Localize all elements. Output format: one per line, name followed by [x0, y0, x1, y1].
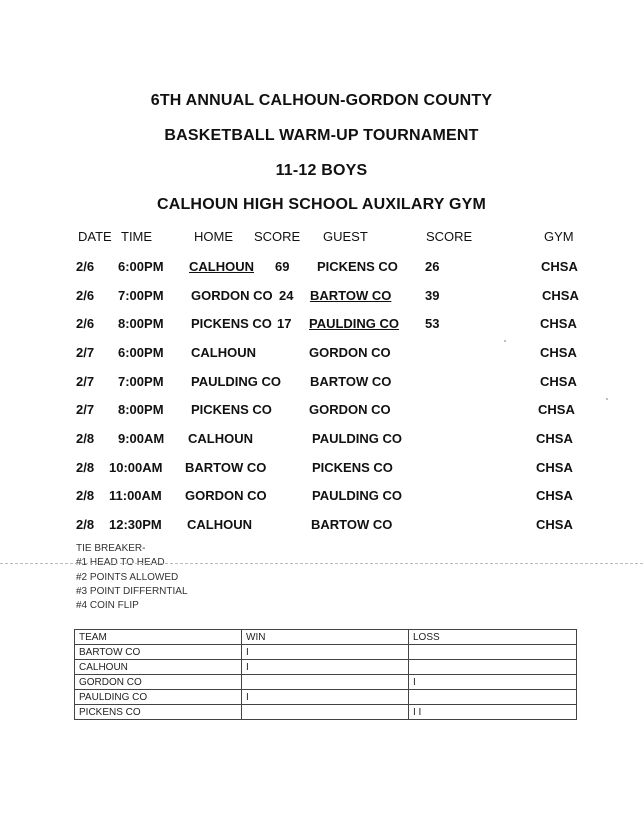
game-date: 2/7: [76, 402, 95, 417]
game-gym: CHSA: [541, 259, 578, 274]
tie-breaker-heading: TIE BREAKER-: [76, 543, 146, 554]
standings-win: I: [242, 660, 409, 675]
game-guest-team: PAULDING CO: [309, 316, 400, 331]
game-home-team: PAULDING CO: [191, 374, 282, 389]
header-gym: GYM: [544, 229, 574, 244]
game-time: 8:00PM: [118, 402, 164, 417]
game-guest-team: GORDON CO: [309, 402, 391, 417]
standings-row: [75, 660, 577, 675]
standings-team: CALHOUN: [75, 660, 242, 675]
game-time: 10:00AM: [109, 460, 163, 475]
division-label: 11-12 BOYS: [275, 162, 368, 179]
game-time: 6:00PM: [118, 259, 164, 274]
game-gym: CHSA: [536, 517, 573, 532]
game-gym: CHSA: [536, 460, 573, 475]
game-guest-team: PICKENS CO: [317, 259, 398, 274]
standings-team: GORDON CO: [75, 675, 242, 690]
game-time: 6:00PM: [118, 345, 164, 360]
game-guest-score: 53: [425, 316, 440, 331]
game-time: 7:00PM: [118, 288, 164, 303]
standings-team: PICKENS CO: [75, 705, 242, 720]
game-guest-team: PAULDING CO: [312, 488, 403, 503]
standings-header-win: WIN: [242, 630, 409, 645]
standings-loss: I I: [409, 705, 577, 720]
game-date: 2/8: [76, 517, 95, 532]
venue-label: CALHOUN HIGH SCHOOL AUXILARY GYM: [156, 196, 487, 213]
standings-table: [74, 629, 577, 720]
scan-speck: [606, 398, 608, 400]
game-gym: CHSA: [542, 288, 579, 303]
scan-artifact-line: [0, 563, 643, 564]
header-home-score: SCORE: [254, 229, 301, 244]
standings-win: I: [242, 690, 409, 705]
game-home-team: CALHOUN: [188, 431, 253, 446]
standings-loss: [409, 645, 577, 660]
game-gym: CHSA: [536, 431, 573, 446]
game-guest-score: 39: [425, 288, 440, 303]
game-home-score: 69: [275, 259, 290, 274]
header-guest: GUEST: [323, 229, 368, 244]
header-home: HOME: [194, 229, 233, 244]
game-guest-team: PAULDING CO: [312, 431, 403, 446]
game-date: 2/8: [76, 488, 95, 503]
header-date: DATE: [78, 229, 112, 244]
tie-breaker-rule: #2 POINTS ALLOWED: [76, 572, 179, 583]
game-gym: CHSA: [540, 374, 577, 389]
game-home-team: CALHOUN: [187, 517, 252, 532]
standings-win: [242, 705, 409, 720]
game-gym: CHSA: [540, 345, 577, 360]
game-date: 2/6: [76, 259, 95, 274]
header-guest-score: SCORE: [426, 229, 473, 244]
document-title: 6TH ANNUAL CALHOUN-GORDON COUNTY: [150, 92, 493, 109]
standings-header-row: [75, 630, 577, 645]
standings-row: [75, 645, 577, 660]
game-guest-team: BARTOW CO: [311, 517, 393, 532]
game-guest-team: PICKENS CO: [312, 460, 393, 475]
standings-row: [75, 675, 577, 690]
game-guest-team: BARTOW CO: [310, 374, 392, 389]
game-gym: CHSA: [540, 316, 577, 331]
game-time: 12:30PM: [109, 517, 162, 532]
game-time: 8:00PM: [118, 316, 164, 331]
standings-win: [242, 675, 409, 690]
standings-loss: [409, 690, 577, 705]
tie-breaker-rule: #3 POINT DIFFERNTIAL: [76, 586, 188, 597]
standings-team: BARTOW CO: [75, 645, 242, 660]
game-guest-team: GORDON CO: [309, 345, 391, 360]
game-home-team: PICKENS CO: [191, 402, 272, 417]
game-home-team: GORDON CO: [191, 288, 273, 303]
standings-row: [75, 690, 577, 705]
game-guest-team: BARTOW CO: [310, 288, 392, 303]
game-home-score: 24: [279, 288, 294, 303]
game-gym: CHSA: [536, 488, 573, 503]
game-time: 9:00AM: [118, 431, 165, 446]
game-home-team: CALHOUN: [191, 345, 256, 360]
game-home-team: PICKENS CO: [191, 316, 272, 331]
standings-row: [75, 705, 577, 720]
game-home-team: GORDON CO: [185, 488, 267, 503]
game-date: 2/6: [76, 288, 95, 303]
standings-loss: I: [409, 675, 577, 690]
standings-header-team: TEAM: [75, 630, 242, 645]
standings-win: I: [242, 645, 409, 660]
standings-team: PAULDING CO: [75, 690, 242, 705]
tie-breaker-rule: #4 COIN FLIP: [76, 600, 139, 611]
tournament-name: BASKETBALL WARM-UP TOURNAMENT: [164, 127, 479, 144]
game-guest-score: 26: [425, 259, 440, 274]
game-home-score: 17: [277, 316, 292, 331]
game-time: 7:00PM: [118, 374, 164, 389]
tie-breaker-rule: #1 HEAD TO HEAD: [76, 557, 165, 568]
game-date: 2/8: [76, 431, 95, 446]
game-date: 2/7: [76, 374, 95, 389]
game-time: 11:00AM: [109, 488, 162, 503]
game-date: 2/7: [76, 345, 95, 360]
game-date: 2/8: [76, 460, 95, 475]
standings-loss: [409, 660, 577, 675]
game-home-team: BARTOW CO: [185, 460, 267, 475]
game-home-team: CALHOUN: [189, 259, 254, 274]
standings-header-loss: LOSS: [409, 630, 577, 645]
game-date: 2/6: [76, 316, 95, 331]
game-gym: CHSA: [538, 402, 575, 417]
scan-speck: [504, 340, 506, 342]
header-time: TIME: [121, 229, 153, 244]
